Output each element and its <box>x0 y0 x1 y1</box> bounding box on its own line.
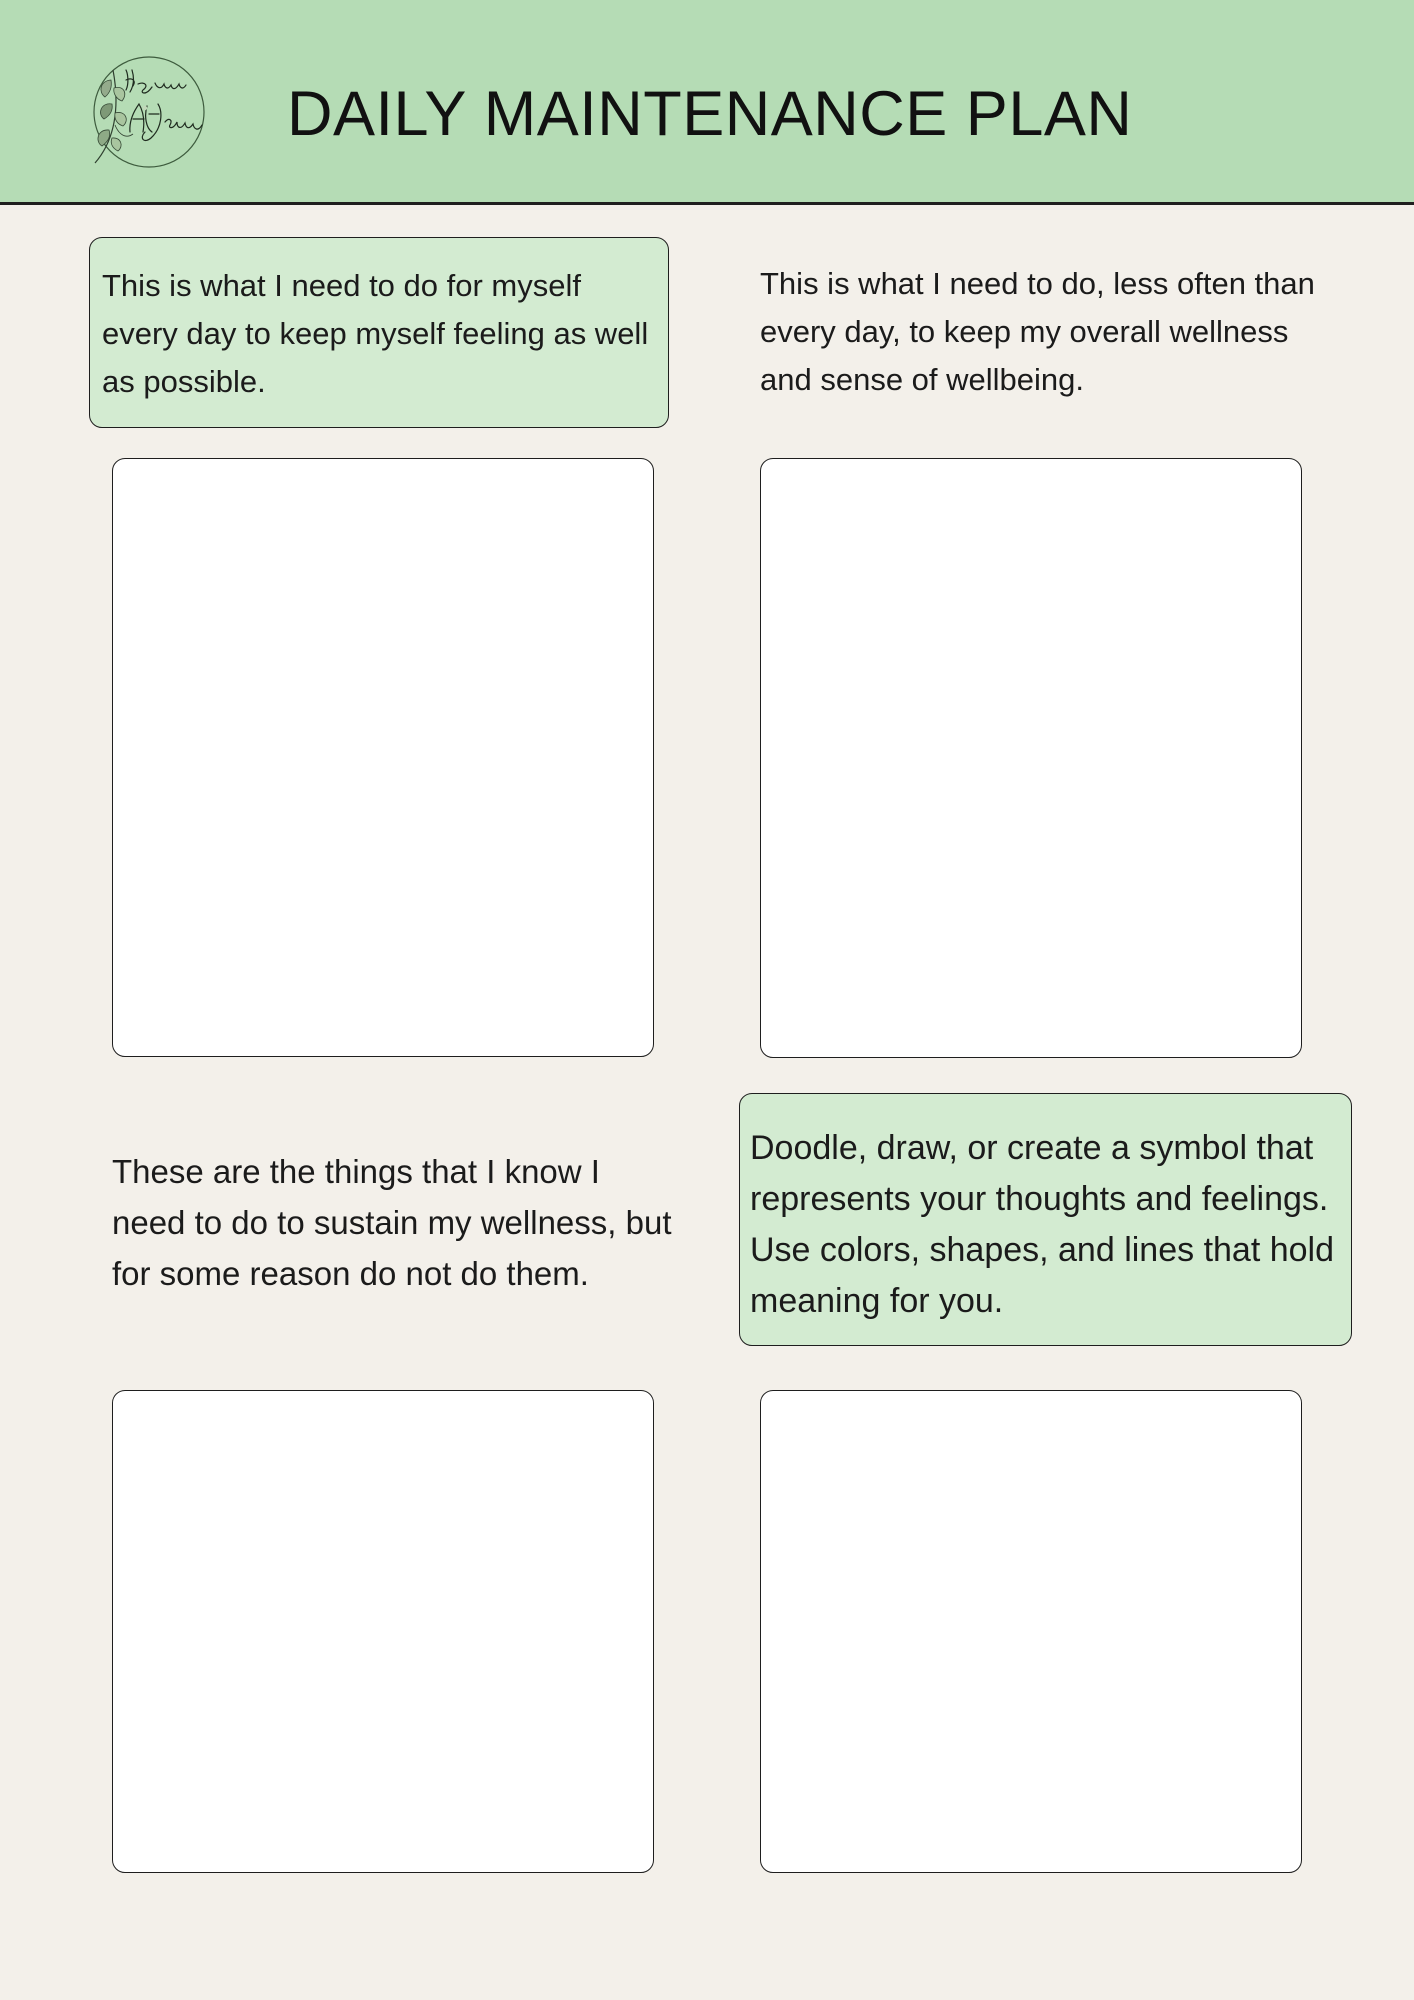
doodle-symbol-prompt <box>739 1093 1352 1346</box>
daily-needs-writing-box[interactable] <box>112 458 654 1057</box>
unfulfilled-wellness-writing-box[interactable] <box>112 1390 654 1873</box>
unfulfilled-wellness-prompt-text: These are the things that I know I need to do to sustain my wellness, but for some reason do not do them. <box>112 1153 672 1292</box>
page-title: DAILY MAINTENANCE PLAN <box>287 79 1133 149</box>
doodle-drawing-box[interactable] <box>760 1390 1302 1873</box>
unfulfilled-wellness-prompt <box>112 1146 672 1306</box>
daily-needs-prompt-text: This is what I need to do for myself every day to keep myself feeling as well as possible. <box>102 268 649 399</box>
less-often-needs-writing-box[interactable] <box>760 458 1302 1058</box>
doodle-symbol-prompt-text: Doodle, draw, or create a symbol that represents your thoughts and feelings. Use colors, shapes, and lines that hold meaning for you. <box>750 1129 1335 1320</box>
less-often-needs-prompt-text: This is what I need to do, less often than every day, to keep my overall wellness and sense of wellbeing. <box>760 266 1315 397</box>
less-often-needs-prompt <box>760 260 1320 406</box>
daily-needs-prompt <box>89 237 669 428</box>
healing-art-journey-logo-icon <box>73 52 209 172</box>
header-bar <box>0 0 1414 205</box>
